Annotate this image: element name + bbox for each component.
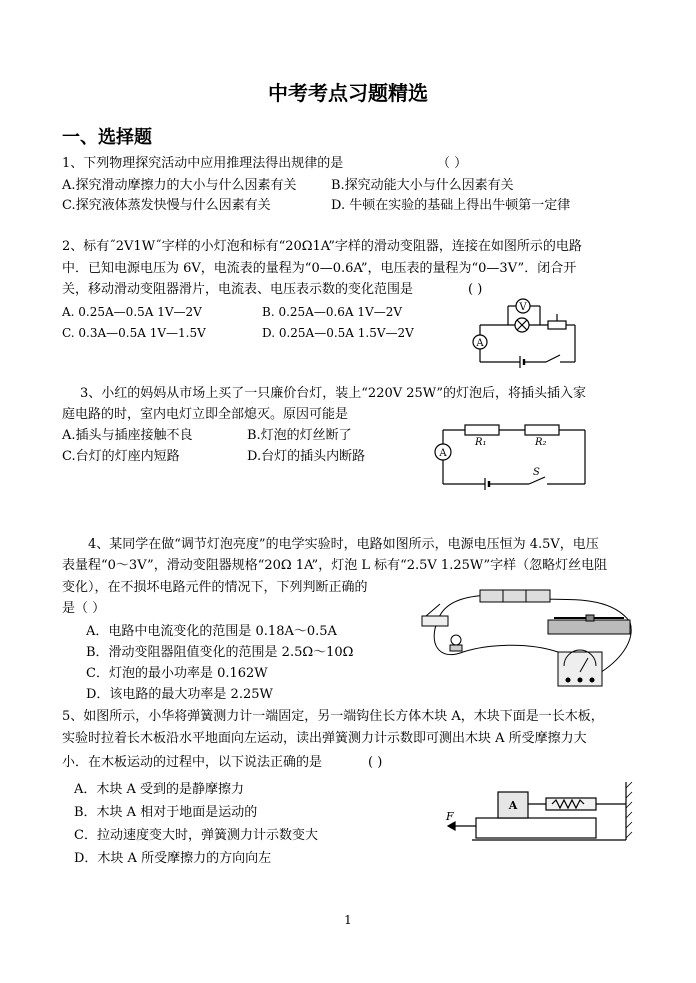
q3-ammeter-label: A <box>439 448 447 459</box>
q5-line3: 小．在木板运动的过程中，以下说法正确的是 <box>62 755 323 770</box>
q5-option-b: B．木块 A 相对于地面是运动的 <box>74 805 258 820</box>
q2-answer-paren: ( ) <box>468 282 483 297</box>
q4-option-b: B．滑动变阻器阻值变化的范围是 2.5Ω～10Ω <box>86 645 354 660</box>
q3-option-a: A.插头与插座接触不良 <box>62 428 193 443</box>
q5-block-label: A <box>508 799 518 812</box>
q4-line4: 是（ ） <box>62 601 106 616</box>
q2-voltmeter-label: V <box>519 302 527 313</box>
q4-option-a: A．电路中电流变化的范围是 0.18A～0.5A <box>86 624 337 639</box>
q5-answer-paren: ( ) <box>368 755 383 770</box>
q4-option-c: C．灯泡的最小功率是 0.162W <box>86 666 268 681</box>
q3-option-d: D.台灯的插头内断路 <box>247 449 366 464</box>
q2-line2: 中．已知电源电压为 6V，电流表的量程为“0—0.6A”，电压表的量程为“0—3V”．闭合开 <box>62 261 577 276</box>
q3-option-c: C.台灯的灯座内短路 <box>62 449 180 464</box>
q2-ammeter-label: A <box>476 338 484 349</box>
page-number: 1 <box>344 913 352 927</box>
q4-option-d: D．该电路的最大功率是 2.25W <box>86 687 273 702</box>
q3-circuit-diagram <box>425 422 595 494</box>
q5-force-label: F <box>446 810 454 823</box>
q1-option-d: D. 牛顿在实验的基础上得出牛顿第一定律 <box>331 198 571 213</box>
q5-friction-diagram <box>442 780 634 848</box>
q3-r1-label: R₁ <box>475 437 487 448</box>
q4-line2: 表量程“0～3V”，滑动变阻器规格“20Ω 1A”，灯泡 L 标有“2.5V 1.25W”字样（忽略灯丝电阻 <box>62 558 608 573</box>
q3-line1: 3、小红的妈妈从市场上买了一只廉价台灯，装上“220V 25W”的灯泡后，将插头插入家 <box>80 386 587 401</box>
q4-apparatus-diagram <box>408 582 638 692</box>
section-heading: 一、选择题 <box>62 127 152 148</box>
q1-option-c: C.探究液体蒸发快慢与什么因素有关 <box>62 198 271 213</box>
q2-circuit-diagram <box>470 292 590 368</box>
q3-option-b: B.灯泡的灯丝断了 <box>247 428 352 443</box>
q1-stem: 1、下列物理探究活动中应用推理法得出规律的是 <box>62 156 344 171</box>
q5-option-c: C．拉动速度变大时，弹簧测力计示数变大 <box>74 828 318 843</box>
q5-option-d: D．木块 A 所受摩擦力的方向向左 <box>74 851 272 866</box>
q3-r2-label: R₂ <box>535 437 547 448</box>
q5-line1: 5、如图所示，小华将弹簧测力计一端固定，另一端钩住长方体木块 A，木块下面是一长木板， <box>62 709 604 724</box>
q1-answer-paren: （ ） <box>437 156 468 171</box>
q2-option-c: C. 0.3A—0.5A 1V—1.5V <box>62 326 206 340</box>
q1-option-b: B.探究动能大小与什么因素有关 <box>331 178 514 193</box>
q2-line3: 关，移动滑动变阻器滑片，电流表、电压表示数的变化范围是 <box>62 282 414 297</box>
q3-line2: 庭电路的时，室内电灯立即全部熄灭。原因可能是 <box>62 407 349 422</box>
q2-line1: 2、标有˝2V1W˝字样的小灯泡和标有“20Ω1A”字样的滑动变阻器，连接在如图所示的电路 <box>62 239 582 254</box>
q4-line3: 变化），在不损坏电路元件的情况下，下列判断正确的 <box>62 580 368 595</box>
page-title: 中考考点习题精选 <box>268 81 428 105</box>
q2-option-b: B. 0.25A—0.6A 1V—2V <box>262 305 402 319</box>
q5-line2: 实验时拉着长木板沿水平地面向左运动，读出弹簧测力计示数即可测出木块 A 所受摩擦力大 <box>62 731 587 746</box>
q4-line1: 4、某同学在做“调节灯泡亮度”的电学实验时，电路如图所示，电源电压恒为 4.5V，电压 <box>88 537 599 552</box>
q2-option-a: A. 0.25A—0.5A 1V—2V <box>62 305 202 319</box>
q3-switch-label: S <box>533 467 540 478</box>
q2-option-d: D. 0.25A—0.5A 1.5V—2V <box>262 326 414 340</box>
q5-option-a: A．木块 A 受到的是静摩擦力 <box>74 782 245 797</box>
q1-option-a: A.探究滑动摩擦力的大小与什么因素有关 <box>62 178 297 193</box>
